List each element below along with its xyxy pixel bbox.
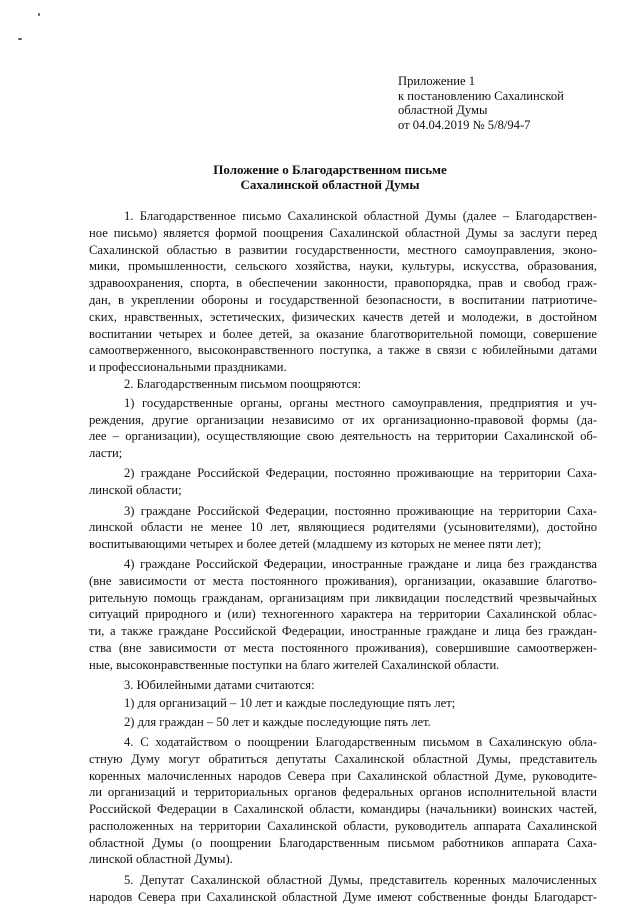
scan-speck xyxy=(38,13,40,16)
text-line: линской областной Думы). xyxy=(89,852,233,867)
document-title xyxy=(80,162,580,192)
text-line: ное письмо) является формой поощрения Сахалинской областной Думы за заслуги перед xyxy=(89,225,597,240)
appendix-block xyxy=(398,74,598,132)
text-line: и профессиональными праздниками. xyxy=(89,360,287,375)
paragraph xyxy=(89,503,597,553)
scan-speck xyxy=(18,38,22,40)
text-line: воспитании четырех и более детей, за оказание благотворительной помощи, совершение xyxy=(89,326,597,341)
text-line: ти, а также граждане Российской Федерации, иностранные граждане и лица без граждан- xyxy=(89,624,597,639)
text-line: линской области; xyxy=(89,482,182,497)
text-line: ских, нравственных, эстетических, физических качеств детей и молодежи, в достойном xyxy=(89,309,597,324)
text-line: коренных малочисленных народов Севера при Сахалинской областной Думе, руководите- xyxy=(89,768,597,783)
text-line: дан, в укреплении обороны и государственной безопасности, в воспитании патриотиче- xyxy=(89,292,597,307)
text-line: 1. Благодарственное письмо Сахалинской областной Думы (далее – Благодарствен- xyxy=(124,209,597,223)
text-line: 4) граждане Российской Федерации, иностранные граждане и лица без гражданства xyxy=(124,556,597,571)
text-line: стную Думу могут обратиться депутаты Сахалинской областной Думы, представитель xyxy=(89,751,597,766)
text-line: линской области не менее 10 лет, являющиеся родителями (усыновителями), достойно xyxy=(89,520,597,535)
text-line: народов Севера при Сахалинской областной Думе имеют собственные фонды Благодарст- xyxy=(89,890,597,905)
text-line: 2. Благодарственным письмом поощряются: xyxy=(124,376,362,391)
paragraph xyxy=(89,556,597,674)
paragraph xyxy=(89,395,597,462)
text-line: 3) граждане Российской Федерации, постоянно проживающие на территории Саха- xyxy=(124,503,597,518)
appendix-line: областной Думы xyxy=(398,103,488,118)
text-line: 4. С ходатайством о поощрении Благодарственным письмом в Сахалинскую обла- xyxy=(124,734,597,749)
appendix-line: Приложение 1 xyxy=(398,74,476,88)
paragraph xyxy=(89,208,597,376)
text-line: лее – организации), осуществляющие свою деятельность на территории Сахалинской об- xyxy=(89,429,597,444)
title-line: Положение о Благодарственном письме xyxy=(213,162,447,177)
paragraph xyxy=(89,695,597,712)
text-line: ства (вне зависимости от места постоянного проживания), совершившие самоотвержен- xyxy=(89,640,597,655)
paragraph xyxy=(89,872,597,906)
text-line: 5. Депутат Сахалинской областной Думы, представитель коренных малочисленных xyxy=(124,873,597,888)
text-line: Российской Федерации в Сахалинской области, командиры (начальники) воинских частей, xyxy=(89,802,597,817)
paragraph xyxy=(89,465,597,499)
text-line: областной Думы (о поощрении Благодарственным письмом работников аппарата Саха- xyxy=(89,835,597,850)
text-line: ласти; xyxy=(89,446,123,461)
text-line: Сахалинской областью в развитии государственности, местного самоуправления, эконо- xyxy=(89,242,597,257)
text-line: реждения, другие организации независимо от их организационно-правовой формы (да- xyxy=(89,412,597,427)
paragraph xyxy=(89,714,597,731)
text-line: ситуаций природного и (или) техногенного характера на территории Сахалинской облас- xyxy=(89,607,597,622)
text-line: ные, высоконравственные поступки на благо жителей Сахалинской области. xyxy=(89,657,500,672)
text-line: воспитывающими четырех и более детей (младшему из которых не менее пяти лет); xyxy=(89,537,542,552)
text-line: 1) для организаций – 10 лет и каждые последующие пять лет; xyxy=(124,696,456,711)
text-line: (вне зависимости от места постоянного проживания), организации, оказавшие благотво- xyxy=(89,573,597,588)
paragraph xyxy=(89,734,597,868)
text-line: 3. Юбилейными датами считаются: xyxy=(124,677,315,692)
text-line: мики, промышленности, сельского хозяйства, науки, культуры, искусства, образования, xyxy=(89,259,597,274)
appendix-line: от 04.04.2019 № 5/8/94-7 xyxy=(398,117,531,132)
document-body xyxy=(89,208,597,906)
text-line: ли организаций и территориальных органов федеральных органов исполнительной власти xyxy=(89,785,597,800)
text-line: 2) граждане Российской Федерации, постоянно проживающие на территории Саха- xyxy=(124,465,597,480)
text-line: 2) для граждан – 50 лет и каждые последующие пять лет. xyxy=(124,715,431,730)
title-line: Сахалинской областной Думы xyxy=(240,177,420,192)
text-line: расположенных на территории Сахалинской области, руководитель аппарата Сахалинской xyxy=(89,818,597,833)
paragraph xyxy=(89,677,597,694)
text-line: здравоохранения, спорта, в обеспечении законности, правопорядка, прав и свобод граж- xyxy=(89,276,597,291)
paragraph xyxy=(89,376,597,393)
text-line: самоотверженного, высоконравственного поступка, а также в связи с юбилейными датами xyxy=(89,343,597,358)
appendix-line: к постановлению Сахалинской xyxy=(398,88,564,103)
text-line: 1) государственные органы, органы местного самоуправления, предприятия и уч- xyxy=(124,395,597,410)
text-line: рительную помощь гражданам, организациям при ликвидации последствий чрезвычайных xyxy=(89,590,597,605)
